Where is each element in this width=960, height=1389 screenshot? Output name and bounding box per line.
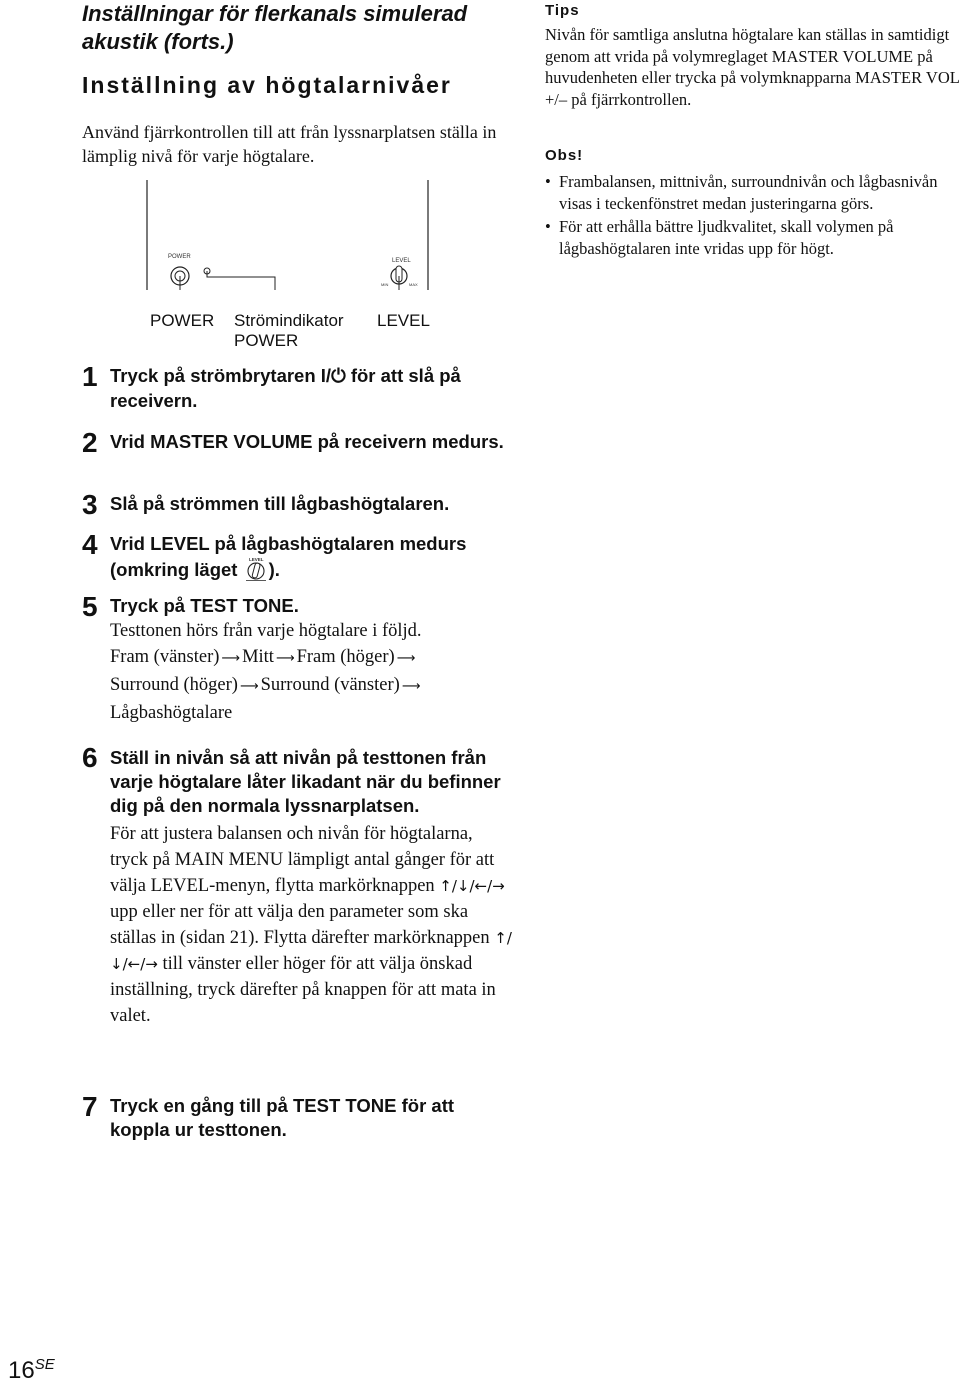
page-number: $16^{SE}$ — [8, 1356, 55, 1384]
panel-level-label: LEVEL — [392, 258, 411, 264]
step-5-body: Testtonen hörs från varje högtalare i följd. — [110, 621, 422, 641]
step-number: 7 — [82, 1091, 98, 1122]
step-number: 4 — [82, 529, 98, 560]
step-number: 1 — [82, 361, 98, 392]
cursor-arrows-icon: ↑/↓/←/→ — [439, 877, 505, 895]
sequence-item: Lågbashögtalare — [110, 703, 233, 723]
figure-label-indicator-line2: POWER — [234, 331, 299, 350]
page-heading: Inställning av högtalarnivåer — [82, 72, 452, 98]
sequence-item: Mitt — [242, 647, 274, 667]
step-number: 2 — [82, 427, 98, 458]
right-arrow-icon: ⟶ — [396, 651, 416, 666]
speaker-sequence — [82, 644, 512, 726]
figure-label-indicator-line1: Strömindikator — [234, 311, 344, 330]
tips-label: Tips — [545, 2, 580, 19]
obs-item: • För att erhålla bättre ljudkvalitet, skall volymen på lågbashögtalaren inte vridas upp för högt. — [545, 217, 894, 258]
figure-label-power: POWER — [150, 311, 215, 330]
section-title: Inställningar för flerkanals simulerad akustik (forts.) — [82, 1, 468, 54]
svg-text:LEVEL: LEVEL — [248, 557, 264, 562]
step-4: 4 Vrid LEVEL på lågbashögtalaren medurs (omkring läget LEVEL ). — [82, 529, 467, 580]
sequence-item: Surround (höger) — [110, 675, 238, 695]
right-arrow-icon: ⟶ — [239, 679, 259, 694]
panel-min-label: MIN — [381, 282, 389, 287]
step-1: 1 Tryck på strömbrytaren I/⏻ för att slå på receivern. — [82, 361, 461, 411]
power-symbol-icon: ⏻ — [331, 366, 346, 387]
level-knob-position-icon — [243, 556, 269, 582]
panel-max-label: MAX — [409, 282, 418, 287]
panel-power-label: POWER — [168, 254, 191, 260]
intro-text: Använd fjärrkontrollen till att från lyssnarplatsen ställa in lämplig nivå för varje högtalare. — [82, 122, 497, 166]
step-3: 3 Slå på strömmen till lågbashögtalaren. — [82, 489, 450, 520]
cursor-arrows-icon: ↑/↓/←/→ — [110, 929, 512, 973]
step-2: 2 Vrid MASTER VOLUME på receivern medurs. — [82, 427, 504, 458]
tips-text: Nivån för samtliga anslutna högtalare kan ställas in samtidigt genom att vrida på volymreglaget MASTER VOLUME på huvudenheten eller trycka på volymknapparna MASTER VOL +/– på fjärrkontrollen. — [545, 25, 960, 109]
step-number: 3 — [82, 489, 98, 520]
step-5: 5 Tryck på TEST TONE. Testtonen hörs från varje högtalare i följd. Fram (vänster) ⟶ Mitt ⟶ Fram (höger) ⟶ Surround (höger) ⟶ Surround (vänster) ⟶ Lågbashögtalare — [82, 592, 512, 726]
obs-item: • Frambalansen, mittnivån, surroundnivån och lågbasnivån visas i teckenfönstret medan justeringarna görs. — [545, 172, 938, 213]
sequence-item: Surround (vänster) — [260, 675, 400, 695]
sequence-item: Fram (vänster) — [110, 647, 220, 667]
step-7: 7 Tryck en gång till på TEST TONE för att koppla ur testtonen. — [82, 1091, 455, 1140]
subwoofer-panel-figure — [145, 180, 430, 290]
sequence-item: Fram (höger) — [296, 647, 395, 667]
right-arrow-icon: ⟶ — [275, 651, 295, 666]
step-number: 5 — [82, 591, 98, 622]
step-6-body: För att justera balansen och nivån för högtalarna, tryck på MAIN MENU lämpligt antal gånger för att välja LEVEL-menyn, flytta markörknappen ↑/↓/←/→ upp eller ner för att välja den parameter som ska ställas in (sidan 21). Flytta därefter markörknappen ↑/↓/←/→ till vänster eller höger för att välja önskad inställning, tryck därefter på knappen för att mata in valet. — [110, 824, 512, 1026]
figure-label-level: LEVEL — [377, 311, 430, 330]
obs-label: Obs! — [545, 147, 584, 164]
right-arrow-icon: ⟶ — [401, 679, 421, 694]
right-arrow-icon: ⟶ — [221, 651, 241, 666]
obs-list — [545, 171, 960, 259]
step-6: 6 Ställ in nivån så att nivån på testtonen från varje högtalare låter likadant när du befinner dig på den normala lyssnarplatsen. För att justera balansen och nivån för högtalarna, tryck på MAIN MENU lämpligt antal gånger för att välja LEVEL-menyn, flytta markörknappen ↑/↓/←/→ upp eller ner för att välja den parameter som ska ställas in (sidan 21). Flytta därefter markörknappen ↑/↓/←/→ till vänster eller höger för att välja önskad inställning, tryck därefter på knappen för att mata in valet. — [82, 743, 512, 1029]
step-number: 6 — [82, 742, 98, 773]
